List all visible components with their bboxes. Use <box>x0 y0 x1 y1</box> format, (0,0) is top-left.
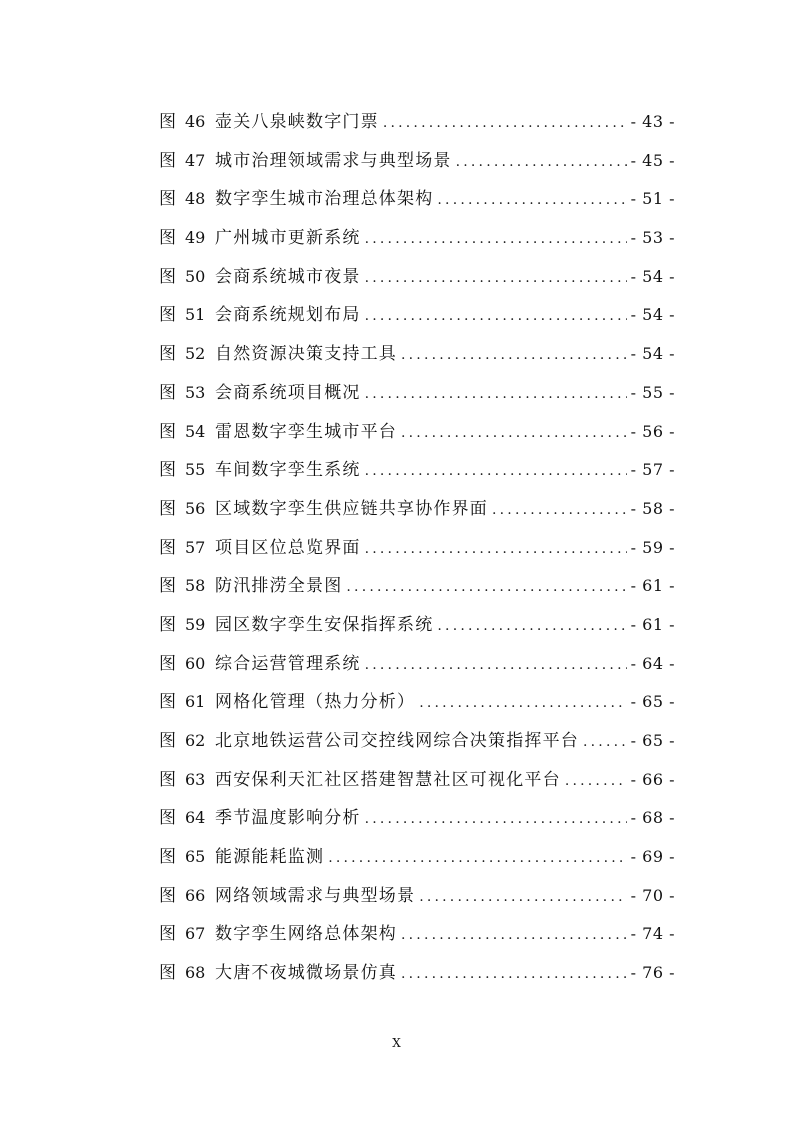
figure-number: 55 <box>185 460 206 480</box>
toc-entry[interactable] <box>159 606 675 645</box>
toc-entry[interactable] <box>159 645 675 684</box>
figure-title: 季节温度影响分析 <box>215 808 361 829</box>
figure-number: 61 <box>185 692 206 712</box>
toc-entry[interactable] <box>159 103 675 142</box>
figure-number: 64 <box>185 808 206 828</box>
figure-prefix: 图 <box>159 614 176 635</box>
page-reference: - 66 - <box>630 769 675 789</box>
figure-number: 58 <box>185 576 206 596</box>
figure-number: 57 <box>185 537 206 557</box>
page-reference: - 53 - <box>630 228 675 248</box>
toc-entry[interactable] <box>159 954 675 993</box>
dot-leader <box>437 607 626 646</box>
figure-title: 项目区位总览界面 <box>215 537 361 558</box>
page-reference: - 54 - <box>630 266 675 286</box>
figure-number: 66 <box>185 885 206 905</box>
dot-leader <box>365 259 627 298</box>
toc-entry[interactable] <box>159 451 675 490</box>
page-reference: - 59 - <box>630 537 675 557</box>
figure-number: 48 <box>185 189 206 209</box>
figure-number: 52 <box>185 344 206 364</box>
page-reference: - 68 - <box>630 808 675 828</box>
figure-prefix: 图 <box>159 112 176 132</box>
figure-title: 能源能耗监测 <box>215 847 325 868</box>
figure-title: 广州城市更新系统 <box>215 228 361 249</box>
page-reference: - 43 - <box>630 112 675 131</box>
figure-prefix: 图 <box>159 769 176 790</box>
dot-leader <box>365 646 627 685</box>
dot-leader <box>419 878 626 917</box>
figure-prefix: 图 <box>159 963 176 984</box>
figure-title: 壶关八泉峡数字门票 <box>215 112 379 132</box>
dot-leader <box>328 839 626 878</box>
figure-prefix: 图 <box>159 924 176 945</box>
figure-title: 雷恩数字孪生城市平台 <box>215 421 397 442</box>
figure-title: 区域数字孪生供应链共享协作界面 <box>215 498 488 519</box>
figure-number: 60 <box>185 653 206 673</box>
toc-entry[interactable] <box>159 335 675 374</box>
figure-title: 西安保利天汇社区搭建智慧社区可视化平台 <box>215 769 561 790</box>
dot-leader <box>365 800 627 839</box>
toc-entry[interactable] <box>159 915 675 954</box>
figure-prefix: 图 <box>159 460 176 481</box>
figure-number: 54 <box>185 421 206 441</box>
figure-prefix: 图 <box>159 150 176 171</box>
figure-title: 会商系统项目概况 <box>215 382 361 403</box>
figure-prefix: 图 <box>159 266 176 287</box>
figure-title: 大唐不夜城微场景仿真 <box>215 963 397 984</box>
figure-prefix: 图 <box>159 653 176 674</box>
figure-number: 46 <box>185 112 206 131</box>
figure-prefix: 图 <box>159 228 176 249</box>
figure-number: 50 <box>185 266 206 286</box>
page-reference: - 74 - <box>630 924 675 944</box>
toc-entry[interactable] <box>159 799 675 838</box>
page-reference: - 58 - <box>630 498 675 518</box>
page-reference: - 61 - <box>630 576 675 596</box>
figure-prefix: 图 <box>159 537 176 558</box>
figure-title: 会商系统规划布局 <box>215 305 361 326</box>
figure-prefix: 图 <box>159 344 176 365</box>
page-reference: - 54 - <box>630 344 675 364</box>
figure-number: 53 <box>185 382 206 402</box>
dot-leader <box>437 181 626 220</box>
dot-leader <box>365 220 627 259</box>
dot-leader <box>583 723 627 762</box>
page-reference: - 45 - <box>630 150 675 170</box>
page-reference: - 70 - <box>630 885 675 905</box>
figure-prefix: 图 <box>159 498 176 519</box>
toc-entry[interactable] <box>159 529 675 568</box>
figure-number: 63 <box>185 769 206 789</box>
figure-number: 56 <box>185 498 206 518</box>
dot-leader <box>492 491 627 530</box>
toc-entry[interactable] <box>159 142 675 181</box>
figure-title: 数字孪生网络总体架构 <box>215 924 397 945</box>
toc-entry[interactable] <box>159 722 675 761</box>
dot-leader <box>401 955 627 994</box>
figure-prefix: 图 <box>159 305 176 326</box>
dot-leader <box>565 762 627 801</box>
toc-entry[interactable] <box>159 258 675 297</box>
page-reference: - 65 - <box>630 731 675 750</box>
page-reference: - 56 - <box>630 421 675 441</box>
toc-entry[interactable] <box>159 296 675 335</box>
toc-entry[interactable] <box>159 877 675 916</box>
toc-entry[interactable] <box>159 683 675 722</box>
figure-title: 网络领域需求与典型场景 <box>215 885 416 906</box>
toc-entry[interactable] <box>159 838 675 877</box>
dot-leader <box>401 336 627 375</box>
figure-title: 会商系统城市夜景 <box>215 266 361 287</box>
page-reference: - 64 - <box>630 653 675 673</box>
figure-title: 车间数字孪生系统 <box>215 460 361 481</box>
dot-leader <box>419 684 626 723</box>
dot-leader <box>401 916 627 955</box>
figure-prefix: 图 <box>159 576 176 597</box>
toc-entry[interactable] <box>159 567 675 606</box>
figure-number: 47 <box>185 150 206 170</box>
page-reference: - 76 - <box>630 963 675 983</box>
page-reference: - 69 - <box>630 847 675 867</box>
figure-prefix: 图 <box>159 731 176 751</box>
figure-title: 网格化管理（热力分析） <box>215 692 416 713</box>
figure-prefix: 图 <box>159 382 176 403</box>
page-reference: - 57 - <box>630 460 675 480</box>
figure-number: 49 <box>185 228 206 248</box>
figure-number: 67 <box>185 924 206 944</box>
figure-prefix: 图 <box>159 808 176 829</box>
dot-leader <box>365 530 627 569</box>
figure-title: 自然资源决策支持工具 <box>215 344 397 365</box>
figure-title: 防汛排涝全景图 <box>215 576 343 597</box>
figure-number: 65 <box>185 847 206 867</box>
figure-number: 68 <box>185 963 206 983</box>
page-reference: - 65 - <box>630 692 675 712</box>
figure-number: 62 <box>185 731 206 750</box>
dot-leader <box>365 452 627 491</box>
figure-prefix: 图 <box>159 885 176 906</box>
figure-title: 数字孪生城市治理总体架构 <box>215 189 434 210</box>
figure-title: 北京地铁运营公司交控线网综合决策指挥平台 <box>215 731 579 751</box>
toc-entry[interactable] <box>159 490 675 529</box>
figure-title: 城市治理领域需求与典型场景 <box>215 150 452 171</box>
dot-leader <box>383 104 627 143</box>
figure-prefix: 图 <box>159 847 176 868</box>
toc-entry[interactable] <box>159 761 675 800</box>
toc-entry[interactable] <box>159 413 675 452</box>
dot-leader <box>346 568 626 607</box>
figure-number: 59 <box>185 614 206 634</box>
toc-entry[interactable] <box>159 374 675 413</box>
figure-title: 综合运营管理系统 <box>215 653 361 674</box>
figure-number: 51 <box>185 305 206 325</box>
page-reference: - 54 - <box>630 305 675 325</box>
figure-list <box>159 103 675 993</box>
dot-leader <box>456 143 627 182</box>
figure-prefix: 图 <box>159 421 176 442</box>
figure-prefix: 图 <box>159 189 176 210</box>
figure-prefix: 图 <box>159 692 176 713</box>
page-number: X <box>392 1036 401 1050</box>
page-reference: - 61 - <box>630 614 675 634</box>
dot-leader <box>365 297 627 336</box>
toc-entry[interactable] <box>159 219 675 258</box>
dot-leader <box>401 414 627 453</box>
dot-leader <box>365 375 627 414</box>
toc-entry[interactable] <box>159 180 675 219</box>
page-reference: - 55 - <box>630 382 675 402</box>
page-reference: - 51 - <box>630 189 675 209</box>
figure-title: 园区数字孪生安保指挥系统 <box>215 614 434 635</box>
